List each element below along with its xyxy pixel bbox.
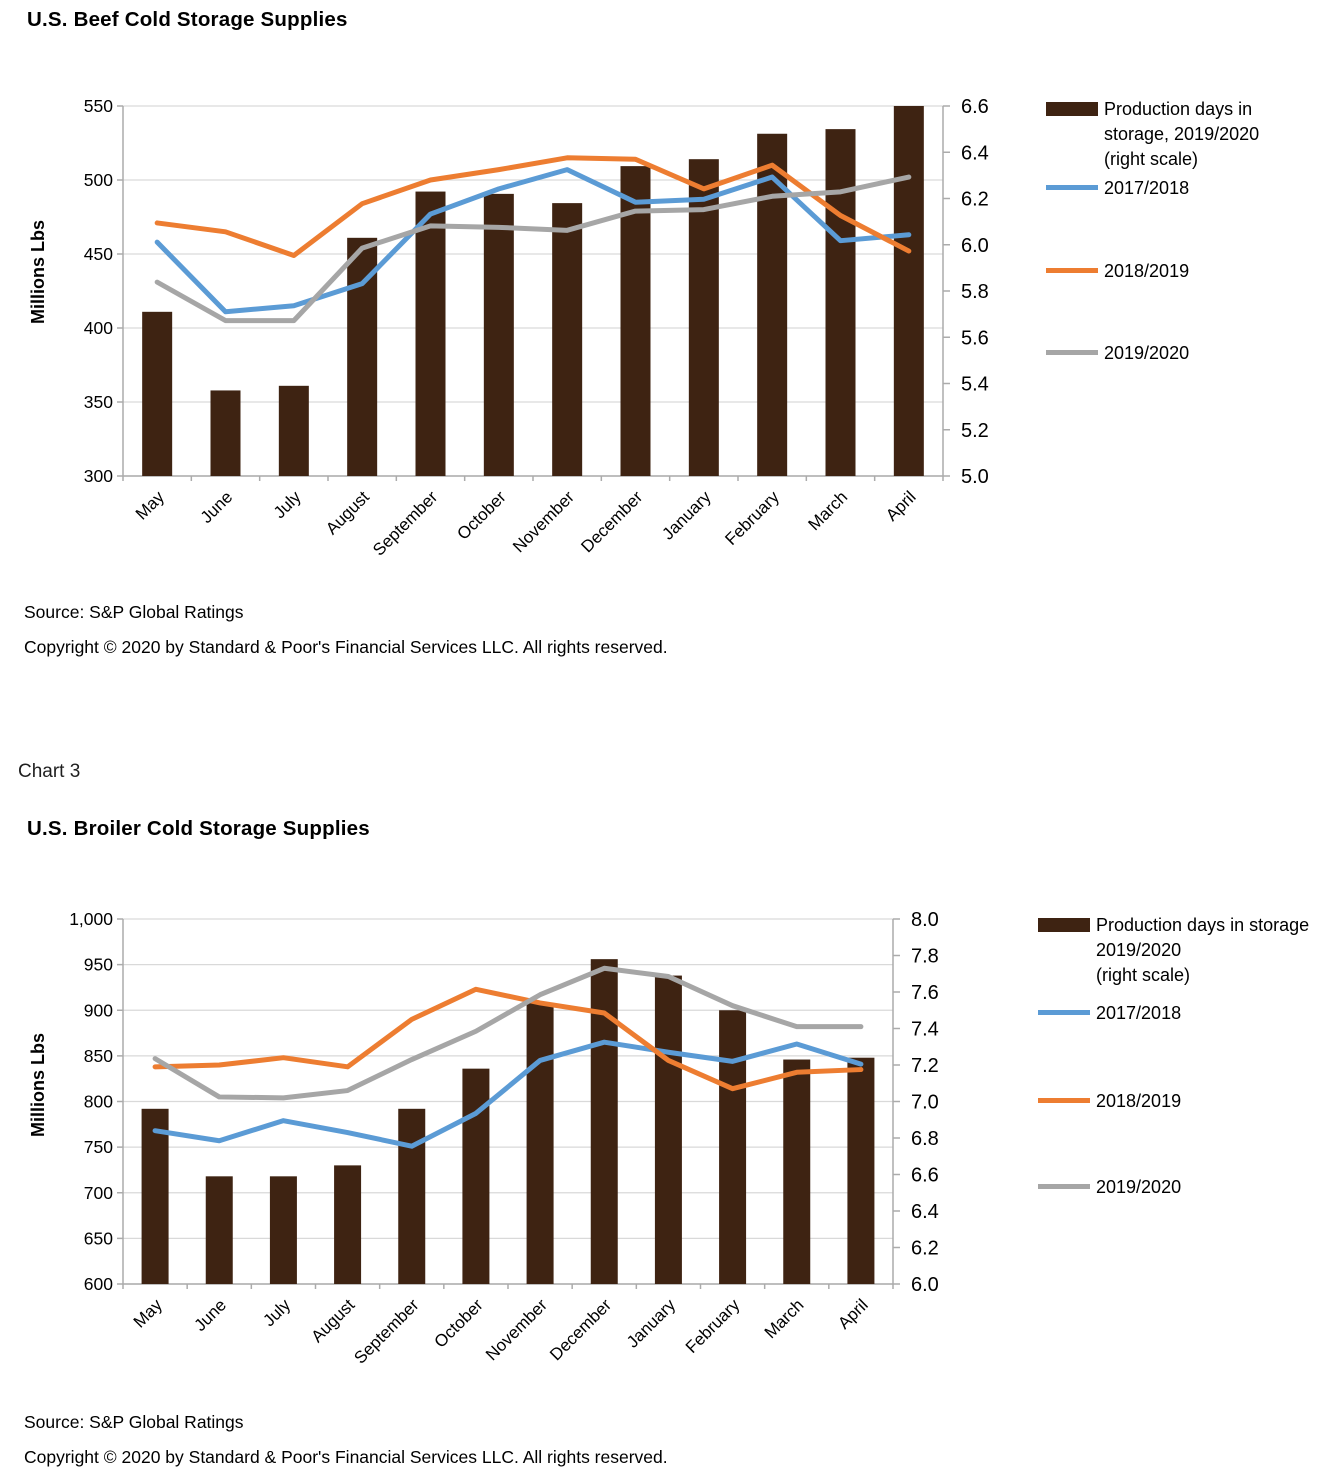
broiler-right-tick-label: 6.0 bbox=[911, 1274, 939, 1296]
beef-line-2017-2018 bbox=[157, 170, 909, 312]
broiler-line-2019-2020 bbox=[155, 968, 861, 1098]
line-series-swatch bbox=[1038, 1098, 1090, 1103]
beef-bar-July bbox=[279, 386, 309, 476]
legend-label-line: Production days in bbox=[1104, 99, 1253, 119]
broiler-copyright-note: Copyright © 2020 by Standard & Poor's Financial Services LLC. All rights reserved. bbox=[24, 1447, 668, 1467]
broiler-month-label-January: January bbox=[623, 1295, 680, 1352]
legend-label: 2017/2018 bbox=[1096, 1003, 1182, 1023]
broiler-right-tick-label: 7.2 bbox=[911, 1055, 939, 1077]
beef-right-tick-label: 5.2 bbox=[961, 419, 989, 442]
broiler-left-tick-label: 800 bbox=[83, 1091, 113, 1112]
line-series-swatch bbox=[1038, 1010, 1090, 1015]
beef-legend-bar-label bbox=[1104, 97, 1319, 172]
broiler-left-tick-label: 750 bbox=[83, 1137, 113, 1158]
broiler-left-tick-label: 950 bbox=[83, 954, 113, 975]
beef-left-tick-label: 300 bbox=[83, 466, 113, 486]
broiler-right-tick-label: 7.4 bbox=[911, 1018, 939, 1041]
broiler-bar-November bbox=[527, 1003, 554, 1284]
legend-label-line: (right scale) bbox=[1104, 149, 1199, 169]
beef-bar-October bbox=[484, 194, 514, 476]
broiler-left-tick-label: 850 bbox=[83, 1045, 113, 1066]
broiler-bar-December bbox=[591, 959, 618, 1284]
broiler-right-tick-label: 6.8 bbox=[911, 1128, 939, 1150]
legend-label: 2018/2019 bbox=[1104, 261, 1190, 281]
broiler-right-tick-label: 8.0 bbox=[911, 909, 939, 931]
broiler-month-label-June: June bbox=[190, 1295, 231, 1335]
beef-month-label-September: September bbox=[369, 487, 442, 560]
legend-label: 2017/2018 bbox=[1104, 178, 1190, 198]
legend-label-line: 2019/2020 bbox=[1096, 940, 1182, 960]
broiler-right-tick-label: 7.8 bbox=[911, 945, 939, 968]
broiler-month-label-December: December bbox=[546, 1295, 616, 1365]
broiler-left-tick-label: 600 bbox=[83, 1274, 113, 1294]
legend-label-line: storage, 2019/2020 bbox=[1104, 124, 1260, 144]
beef-legend-item-2018-2019 bbox=[1046, 259, 1189, 284]
line-series-swatch bbox=[1046, 350, 1098, 355]
broiler-month-label-October: October bbox=[430, 1295, 487, 1352]
broiler-left-tick-label: 650 bbox=[83, 1228, 113, 1249]
beef-month-label-June: June bbox=[196, 487, 237, 527]
broiler-left-tick-label: 700 bbox=[83, 1182, 113, 1203]
beef-legend-item-bars bbox=[1046, 97, 1319, 172]
broiler-month-label-March: March bbox=[760, 1295, 808, 1343]
broiler-legend-item-2018-2019 bbox=[1038, 1089, 1181, 1114]
legend-label: 2019/2020 bbox=[1104, 343, 1190, 363]
beef-right-tick-label: 5.0 bbox=[961, 466, 989, 488]
beef-month-label-November: November bbox=[509, 487, 578, 557]
chart3-section-label: Chart 3 bbox=[18, 761, 81, 782]
bar-series-swatch bbox=[1038, 918, 1090, 932]
legend-label-line: Production days in storage bbox=[1096, 915, 1310, 935]
beef-right-tick-label: 6.6 bbox=[961, 96, 989, 118]
beef-bar-November bbox=[552, 203, 582, 476]
broiler-right-tick-label: 6.2 bbox=[911, 1237, 939, 1260]
beef-month-label-July: July bbox=[269, 487, 305, 523]
broiler-bar-May bbox=[142, 1109, 169, 1284]
legend-label-line: (right scale) bbox=[1096, 965, 1191, 985]
broiler-legend-item-bars bbox=[1038, 913, 1338, 988]
broiler-bar-July bbox=[270, 1176, 297, 1284]
broiler-bar-September bbox=[398, 1109, 425, 1284]
beef-legend-item-2017-2018 bbox=[1046, 176, 1189, 201]
beef-month-label-April: April bbox=[882, 487, 920, 525]
bar-series-swatch bbox=[1046, 102, 1098, 116]
broiler-month-label-July: July bbox=[259, 1295, 295, 1331]
line-series-swatch bbox=[1046, 268, 1098, 273]
broiler-bar-March bbox=[783, 1060, 810, 1284]
beef-month-label-May: May bbox=[131, 487, 168, 524]
beef-bar-September bbox=[416, 192, 446, 476]
broiler-month-label-February: February bbox=[681, 1295, 744, 1357]
beef-month-label-August: August bbox=[322, 487, 373, 539]
broiler-right-tick-label: 6.4 bbox=[911, 1201, 939, 1223]
beef-right-tick-label: 5.6 bbox=[961, 327, 989, 350]
broiler-left-tick-label: 900 bbox=[83, 1000, 113, 1021]
broiler-legend-bar-label bbox=[1096, 913, 1338, 988]
broiler-month-label-September: September bbox=[350, 1295, 423, 1368]
beef-right-tick-label: 5.4 bbox=[961, 373, 989, 396]
legend-label: 2019/2020 bbox=[1096, 1177, 1182, 1197]
beef-month-label-February: February bbox=[721, 487, 783, 549]
broiler-bar-April bbox=[847, 1058, 874, 1284]
beef-source-note: Source: S&P Global Ratings bbox=[24, 602, 244, 622]
line-series-swatch bbox=[1046, 185, 1098, 190]
broiler-month-label-April: April bbox=[834, 1295, 872, 1333]
beef-right-tick-label: 6.4 bbox=[961, 142, 989, 165]
broiler-legend-item-2017-2018 bbox=[1038, 1001, 1181, 1026]
broiler-month-label-May: May bbox=[129, 1295, 166, 1332]
beef-ylabel: Millions Lbs bbox=[28, 219, 48, 325]
beef-left-tick-label: 400 bbox=[83, 318, 113, 338]
broiler-bar-February bbox=[719, 1010, 746, 1284]
beef-chart-title: U.S. Beef Cold Storage Supplies bbox=[27, 8, 348, 31]
broiler-ylabel: Millions Lbs bbox=[28, 1032, 48, 1138]
beef-copyright-note: Copyright © 2020 by Standard & Poor's Financial Services LLC. All rights reserved. bbox=[24, 637, 668, 657]
beef-right-tick-label: 6.2 bbox=[961, 188, 989, 211]
beef-left-tick-label: 350 bbox=[83, 392, 113, 412]
line-series-swatch bbox=[1038, 1184, 1090, 1189]
beef-left-tick-label: 500 bbox=[83, 170, 113, 190]
broiler-bar-August bbox=[334, 1165, 361, 1284]
beef-left-tick-label: 550 bbox=[83, 96, 113, 116]
beef-bar-May bbox=[142, 312, 172, 476]
broiler-month-label-November: November bbox=[482, 1295, 551, 1365]
legend-label: 2018/2019 bbox=[1096, 1091, 1182, 1111]
broiler-month-label-August: August bbox=[307, 1295, 359, 1347]
beef-month-label-December: December bbox=[577, 487, 647, 557]
beef-month-label-January: January bbox=[658, 487, 715, 544]
beef-bar-June bbox=[211, 390, 241, 476]
broiler-legend-item-2019-2020 bbox=[1038, 1175, 1181, 1200]
beef-legend-item-2019-2020 bbox=[1046, 341, 1189, 366]
beef-right-tick-label: 6.0 bbox=[961, 234, 989, 257]
beef-left-tick-label: 450 bbox=[83, 244, 113, 264]
broiler-line-2018-2019 bbox=[155, 989, 861, 1088]
beef-bar-March bbox=[826, 129, 856, 476]
broiler-left-tick-label: 1,000 bbox=[69, 909, 113, 929]
broiler-bar-January bbox=[655, 976, 682, 1284]
broiler-right-tick-label: 7.0 bbox=[911, 1091, 939, 1114]
broiler-bar-October bbox=[462, 1069, 489, 1284]
beef-bar-April bbox=[894, 106, 924, 476]
broiler-chart-title: U.S. Broiler Cold Storage Supplies bbox=[27, 817, 370, 840]
beef-right-tick-label: 5.8 bbox=[961, 281, 989, 303]
broiler-right-tick-label: 7.6 bbox=[911, 982, 939, 1004]
broiler-right-tick-label: 6.6 bbox=[911, 1164, 939, 1187]
beef-line-2018-2019 bbox=[157, 158, 909, 256]
broiler-source-note: Source: S&P Global Ratings bbox=[24, 1412, 244, 1432]
beef-month-label-October: October bbox=[453, 487, 510, 544]
broiler-bar-June bbox=[206, 1176, 233, 1284]
beef-month-label-March: March bbox=[804, 487, 852, 535]
